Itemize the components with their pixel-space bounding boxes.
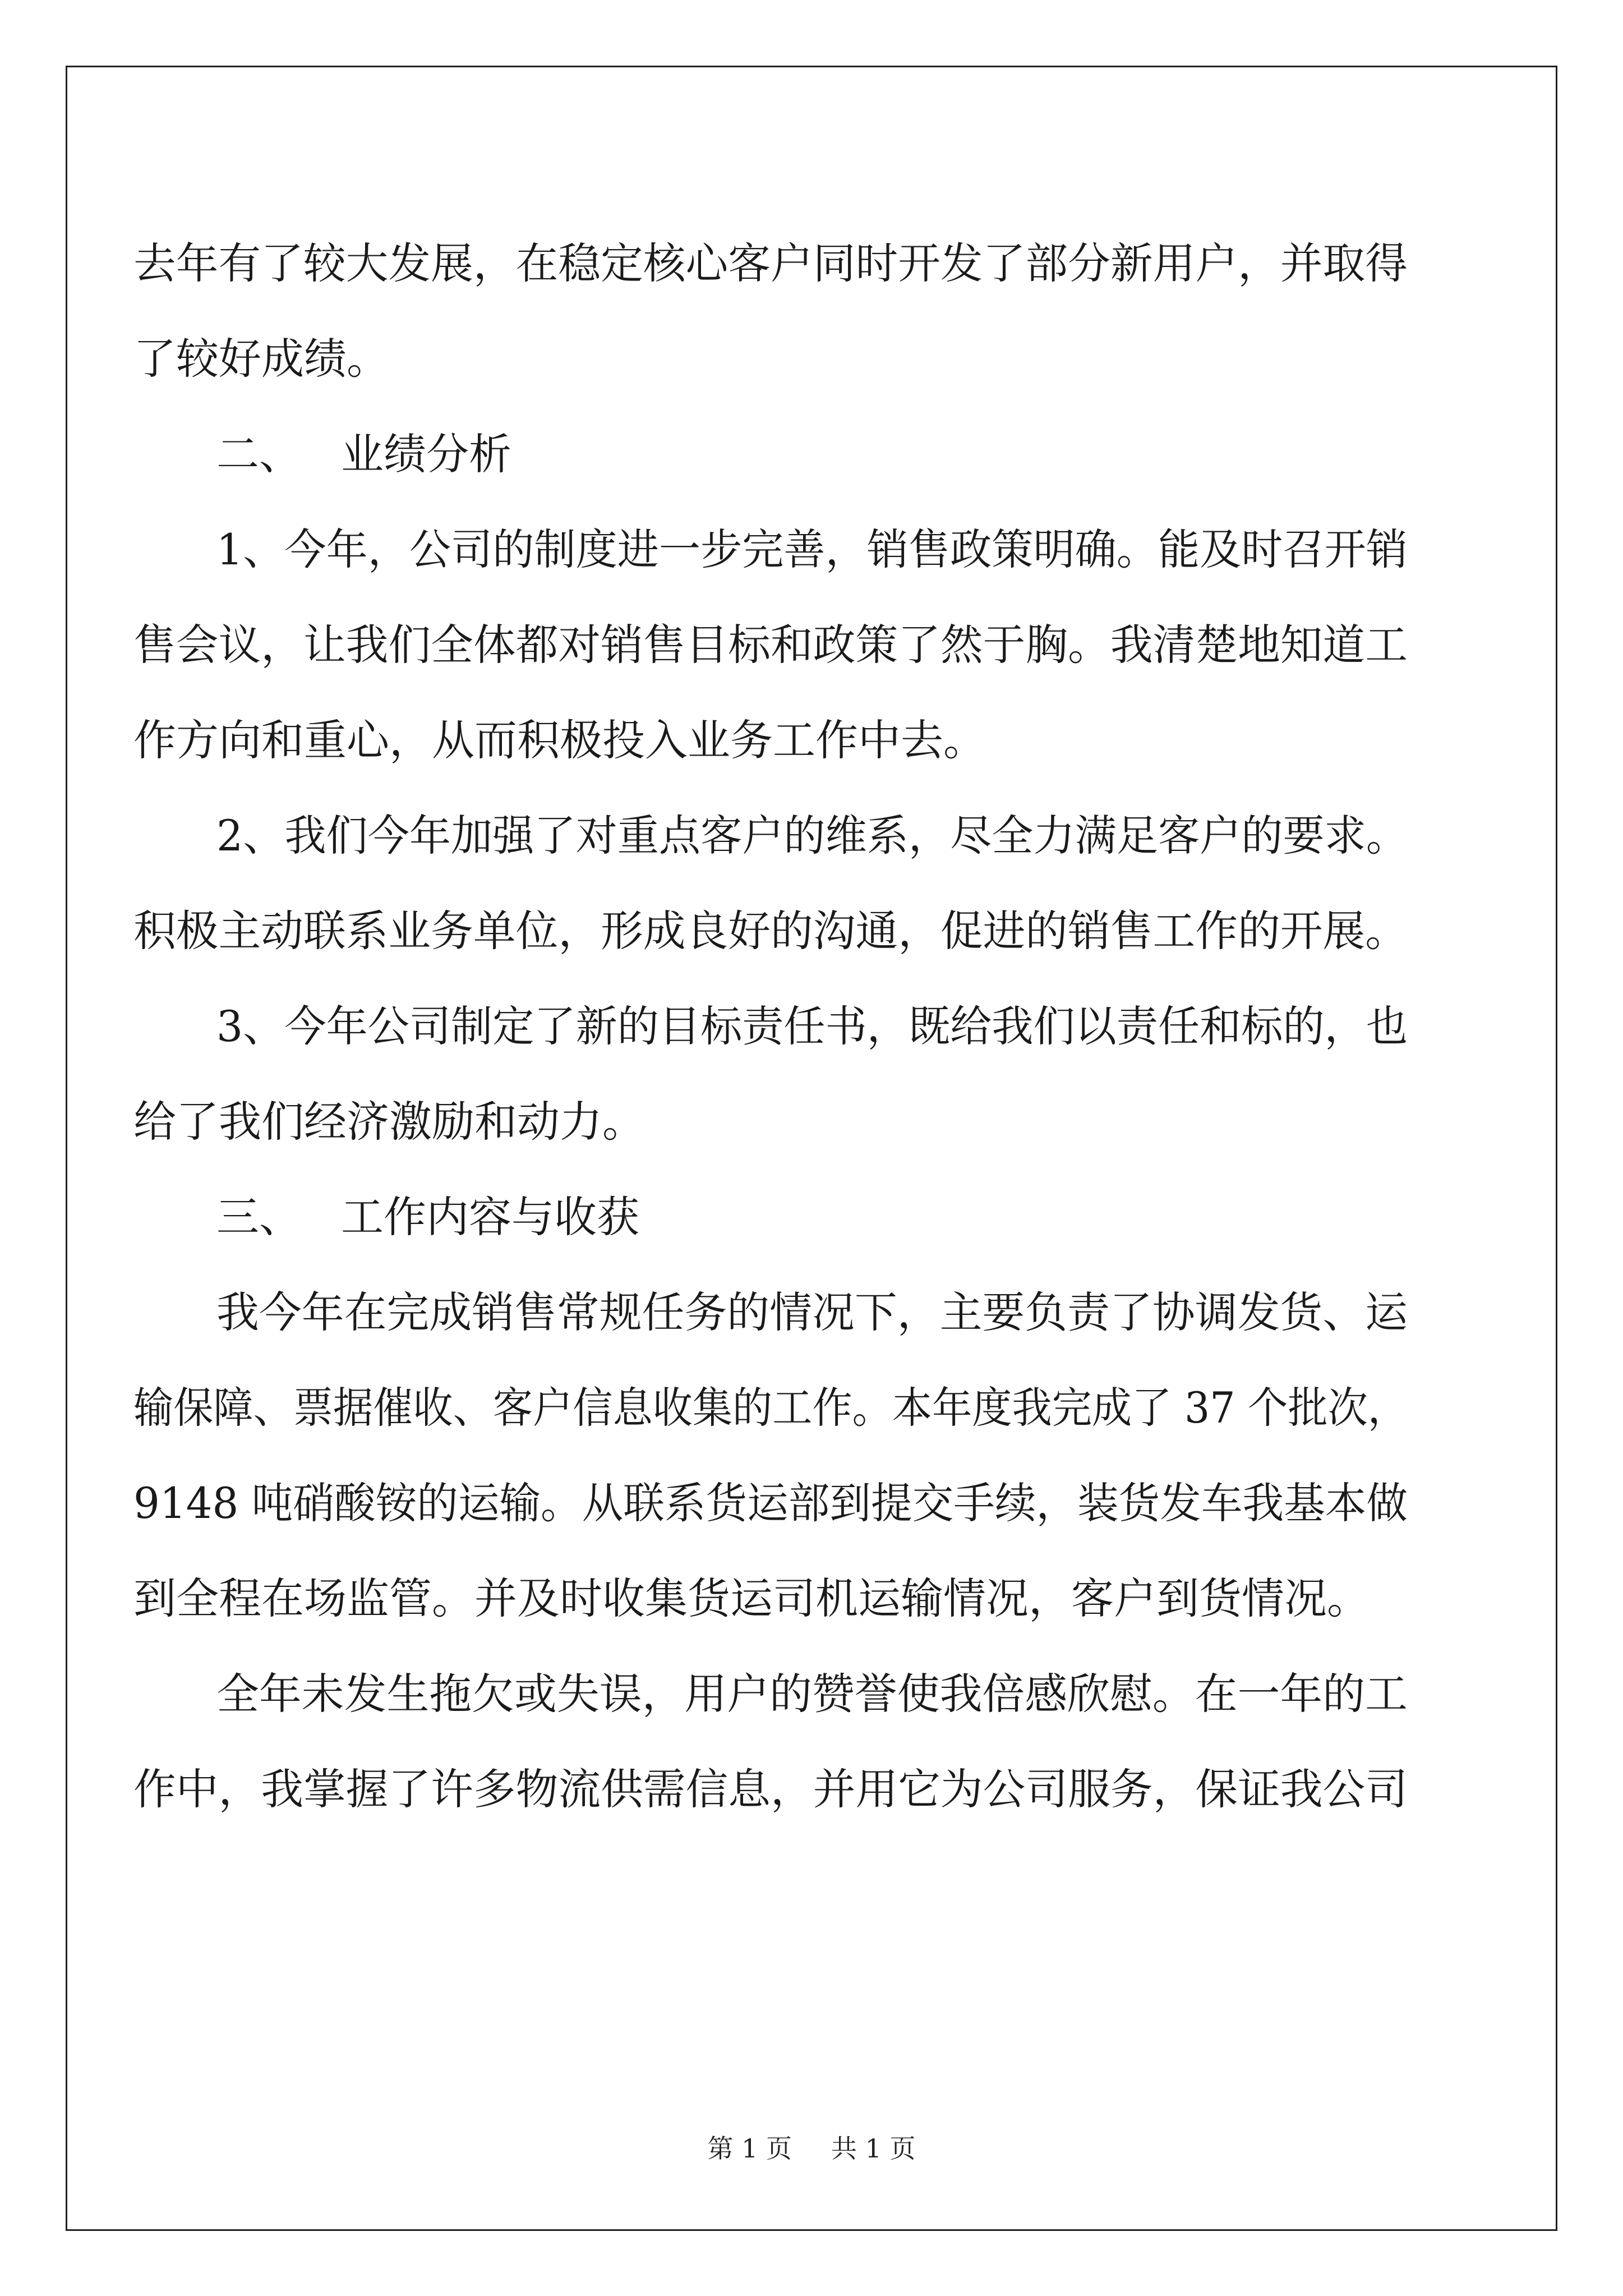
text-line: 售会议，让我们全体都对销售目标和政策了然于胸。我清楚地知道工: [133, 620, 1408, 670]
section-number: 三、: [216, 1192, 302, 1242]
text-line: 全年未发生拖欠或失误，用户的赞誉使我倍感欣慰。在一年的工: [216, 1669, 1408, 1719]
text-line: 积极主动联系业务单位，形成良好的沟通，促进的销售工作的开展。: [133, 906, 1408, 956]
text-line: 输保障、票据催收、客户信息收集的工作。本年度我完成了 37 个批次，: [133, 1383, 1408, 1433]
section-heading: [0, 426, 1623, 482]
page-footer: [0, 2132, 1623, 2165]
text-line: 我今年在完成销售常规任务的情况下，主要负责了协调发货、运: [216, 1287, 1408, 1337]
section-number: 二、: [216, 429, 302, 479]
page-number-current: 第 1 页: [707, 2133, 792, 2164]
text-line: 9148 吨硝酸铵的运输。从联系货运部到提交手续，装货发车我基本做: [133, 1478, 1408, 1528]
text-line: 2、我们今年加强了对重点客户的维系，尽全力满足客户的要求。: [216, 811, 1408, 861]
text-line: 作方向和重心，从而积极投入业务工作中去。: [133, 715, 986, 765]
section-title: 工作内容与收获: [341, 1192, 639, 1242]
text-line: 了较好成绩。: [133, 334, 389, 384]
section-heading: [0, 1189, 1623, 1245]
text-line: 到全程在场监管。并及时收集货运司机运输情况，客户到货情况。: [133, 1573, 1370, 1623]
text-line: 作中，我掌握了许多物流供需信息，并用它为公司服务，保证我公司: [133, 1764, 1408, 1814]
section-title: 业绩分析: [341, 429, 511, 479]
text-line: 给了我们经济激励和动力。: [133, 1097, 645, 1147]
text-line: 去年有了较大发展，在稳定核心客户同时开发了部分新用户，并取得: [133, 238, 1408, 288]
text-line: 1、今年，公司的制度进一步完善，销售政策明确。能及时召开销: [216, 524, 1408, 574]
page-number-total: 共 1 页: [831, 2133, 916, 2164]
text-line: 3、今年公司制定了新的目标责任书，既给我们以责任和标的，也: [216, 1001, 1408, 1051]
